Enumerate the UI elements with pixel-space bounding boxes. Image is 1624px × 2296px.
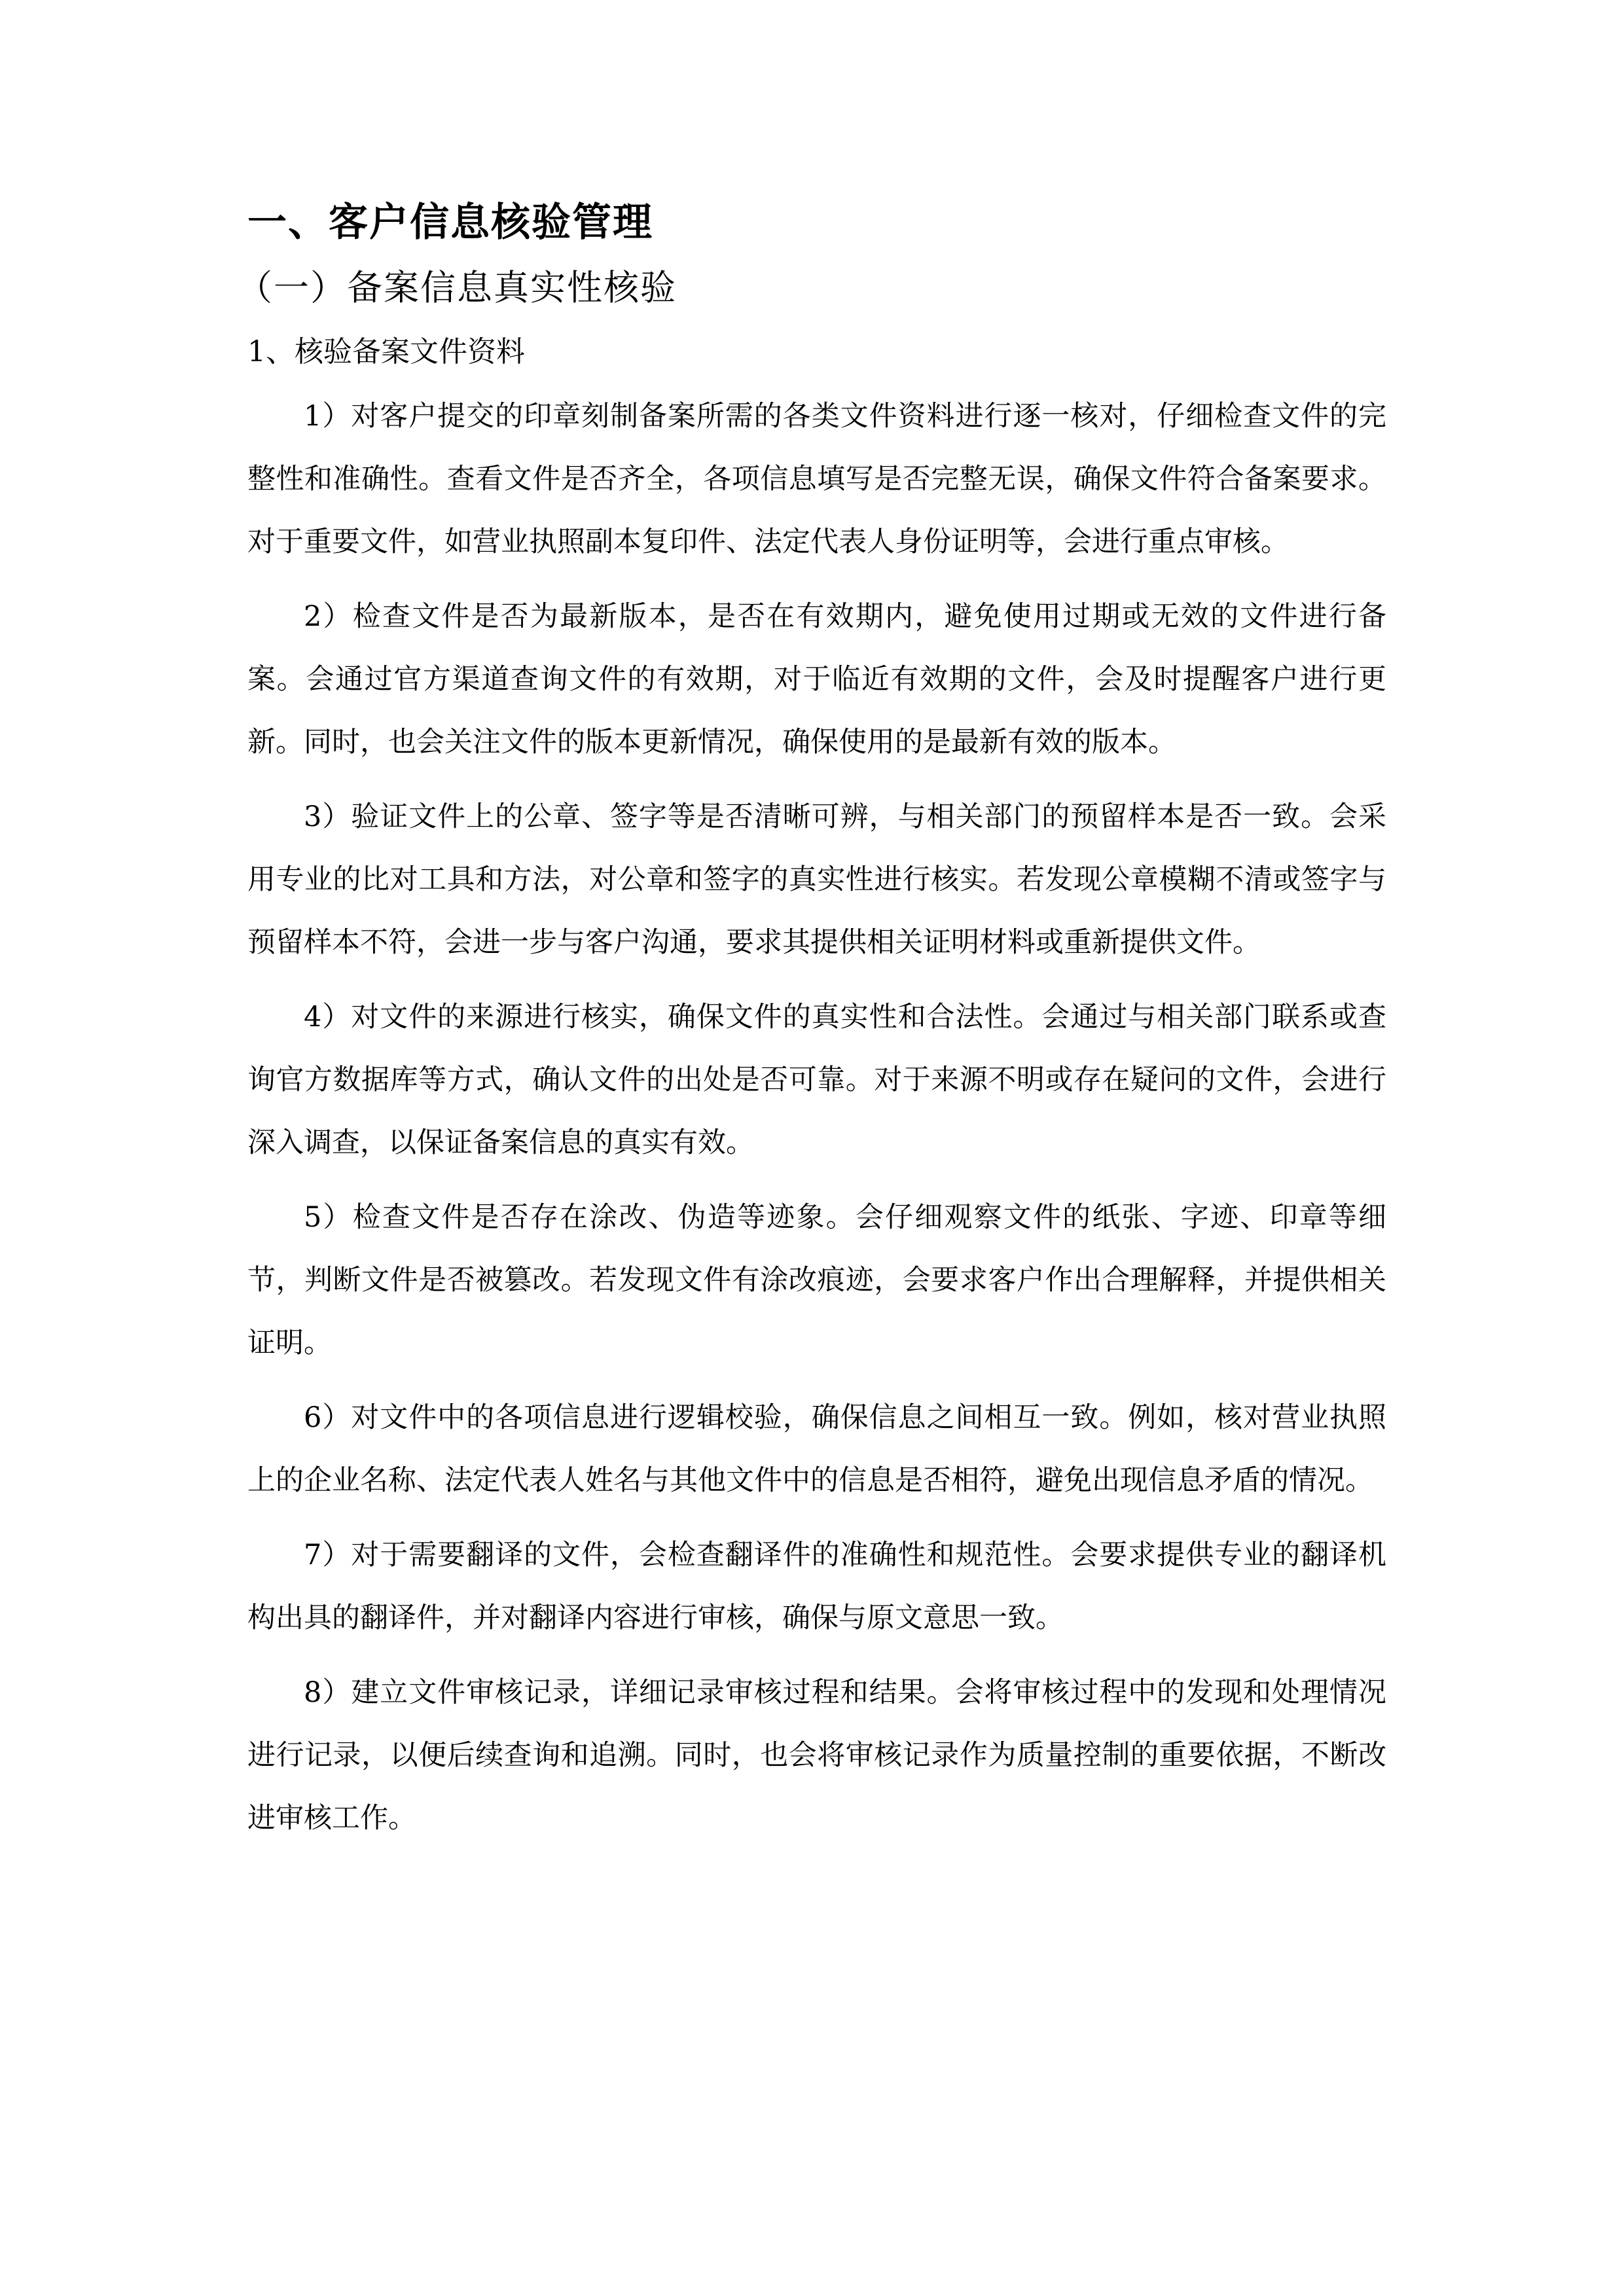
item-heading: 1、核验备案文件资料 <box>247 335 525 368</box>
paragraph-7: 7）对于需要翻译的文件，会检查翻译件的准确性和规范性。会要求提供专业的翻译机构出具的翻译件，并对翻译内容进行审核，确保与原文意思一致。 <box>247 1539 1386 1634</box>
paragraph-5: 5）检查文件是否存在涂改、伪造等迹象。会仔细观察文件的纸张、字迹、印章等细节，判断文件是否被篡改。若发现文件有涂改痕迹，会要求客户作出合理解释，并提供相关证明。 <box>247 1201 1386 1359</box>
subsection-heading: （一）备案信息真实性核验 <box>237 267 677 308</box>
paragraph-8: 8）建立文件审核记录，详细记录审核过程和结果。会将审核过程中的发现和处理情况进行记录，以便后续查询和追溯。同时，也会将审核记录作为质量控制的重要依据，不断改进审核工作。 <box>247 1676 1386 1835</box>
paragraph-4: 4）对文件的来源进行核实，确保文件的真实性和合法性。会通过与相关部门联系或查询官方数据库等方式，确认文件的出处是否可靠。对于来源不明或存在疑问的文件，会进行深入调查，以保证备案信息的真实有效。 <box>247 1001 1386 1159</box>
paragraph-3: 3）验证文件上的公章、签字等是否清晰可辨，与相关部门的预留样本是否一致。会采用专业的比对工具和方法，对公章和签字的真实性进行核实。若发现公章模糊不清或签字与预留样本不符，会进一步与客户沟通，要求其提供相关证明材料或重新提供文件。 <box>247 800 1386 959</box>
paragraph-6: 6）对文件中的各项信息进行逻辑校验，确保信息之间相互一致。例如，核对营业执照上的企业名称、法定代表人姓名与其他文件中的信息是否相符，避免出现信息矛盾的情况。 <box>247 1401 1386 1497</box>
section-heading: 一、客户信息核验管理 <box>247 200 653 245</box>
document-body <box>237 196 1386 1861</box>
paragraph-2: 2）检查文件是否为最新版本，是否在有效期内，避免使用过期或无效的文件进行备案。会通过官方渠道查询文件的有效期，对于临近有效期的文件，会及时提醒客户进行更新。同时，也会关注文件的版本更新情况，确保使用的是最新有效的版本。 <box>247 600 1386 759</box>
paragraph-1: 1）对客户提交的印章刻制备案所需的各类文件资料进行逐一核对，仔细检查文件的完整性和准确性。查看文件是否齐全，各项信息填写是否完整无误，确保文件符合备案要求。对于重要文件，如营业执照副本复印件、法定代表人身份证明等，会进行重点审核。 <box>247 400 1386 558</box>
